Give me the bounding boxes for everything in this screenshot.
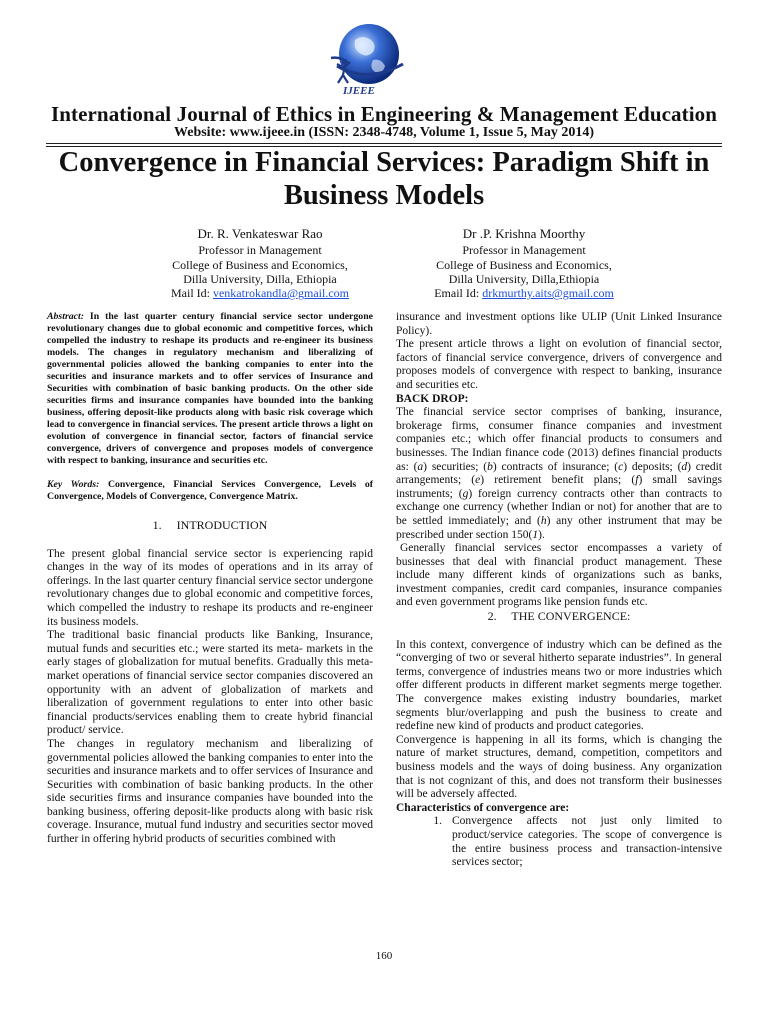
author-name: Dr .P. Krishna Moorthy xyxy=(462,226,586,241)
author-email-link[interactable]: drkmurthy.aits@gmail.com xyxy=(482,286,614,301)
item-letter: d xyxy=(681,460,688,473)
keywords xyxy=(47,479,373,503)
section-heading-convergence: 2. THE CONVERGENCE: xyxy=(487,609,631,624)
item-text: ) retirement benefit plans; ( xyxy=(480,474,636,487)
item-letter: f xyxy=(635,474,639,487)
left-column xyxy=(47,311,373,847)
author-position: Professor in Management xyxy=(198,243,322,258)
author-email-link[interactable]: venkatrokandla@gmail.com xyxy=(212,286,349,301)
author-block-2 xyxy=(374,227,674,300)
page-number: 160 xyxy=(375,950,393,962)
section-heading-backdrop: BACK DROP: xyxy=(396,392,469,405)
backdrop-text: The financial service sector comprises of banking, insurance, brokerage firms, consumer finance companies and investment companies etc.; which offer financial products to consumers and businesses. The Indian finance code (2013) defines financial products as: ( xyxy=(396,406,722,473)
item-letter: c xyxy=(618,460,624,473)
item-text: ) credit arrangements; ( xyxy=(396,460,722,487)
author-block-1 xyxy=(110,227,410,300)
paragraph: Convergence is happening in all its forms, which is changing the nature of market structures, demand, competition, competitors and business models and the ways of doing business. Any organization that is not cognizant of this, and does not transform their businesses will be adversely affected. xyxy=(396,733,722,801)
list-text: Convergence affects not just only limited to product/service categories. The scope of convergence is the entire business process and transaction-intensive services sector; xyxy=(452,815,722,869)
keywords-text: Convergence, Financial Services Convergence, Levels of Convergence, Models of Convergence, Convergence Matrix. xyxy=(47,479,373,502)
mail-label: Email Id: xyxy=(434,286,483,301)
item-letter: 1 xyxy=(532,528,539,541)
item-text: ) contracts of insurance; ( xyxy=(492,460,619,473)
item-text: ) small savings instruments; ( xyxy=(396,474,723,500)
abstract xyxy=(47,311,373,467)
intro-paragraph: The changes in regulatory mechanism and liberalizing of governmental policies allowed the banking companies to enter into the securities and insurance markets and to offer services of Insurance and Securities with combination of basic banking products. In the other side securities firms and insurance companies have bounded into the banking business, offering deposit-like products along with basic risk coverage. Insurance, mutual fund industry and securities sector moved further in offering hybrid products of securities combined with xyxy=(47,737,373,846)
paragraph: The present article throws a light on evolution of financial sector, factors of financial service convergence, drivers of convergence and proposes models of convergence with respect to banking, insurance and securities etc. xyxy=(396,338,722,391)
item-letter: g xyxy=(462,487,469,500)
header-rule xyxy=(46,143,722,144)
author-mail xyxy=(374,286,674,300)
item-letter: e xyxy=(475,474,481,487)
author-mail xyxy=(110,286,410,300)
abstract-text: In the last quarter century financial service sector undergone revolutionary changes due to global economic and competitive forces, which compelled the industry to reshape its products and re-engineer its business models. The changes in regulatory mechanism and liberalizing of governmental policies allowed the banking companies to enter into the securities and insurance markets and to offer services of Insurance and Securities with combination of basic banking products. On the other side securities firms and insurance companies have bounded into the banking business, offering deposit-like products along with basic risk coverage which lead to convergence in financial services. The present article throws a light on evolution of convergence in financial sector, factors of financial service convergence, drivers of convergence and proposes models of convergence with respect to banking, insurance and securities etc. xyxy=(47,311,373,466)
list-item xyxy=(396,815,722,869)
author-position: Professor in Management xyxy=(462,243,586,258)
author-college: College of Business and Economics, xyxy=(172,257,348,272)
item-text: ) securities; ( xyxy=(423,460,488,473)
characteristics-heading: Characteristics of convergence are: xyxy=(396,801,570,814)
keywords-label: Key Words: xyxy=(47,479,100,490)
journal-subtitle: Website: www.ijeee.in (ISSN: 2348-4748, Volume 1, Issue 5, May 2014) xyxy=(174,125,594,140)
intro-paragraph: The present global financial service sector is experiencing rapid changes in the way of its modes of operations and in its array of offerings. In the last quarter century financial service sector undergone revolutionary changes due to global economic and competitive forces, which compelled the industry to reshape its products and re-engineer its business models. xyxy=(47,547,373,628)
author-college: College of Business and Economics, xyxy=(436,257,612,272)
item-text: ). xyxy=(538,528,545,541)
list-number: 1. xyxy=(433,815,442,828)
paragraph: Generally financial services sector encompasses a variety of businesses that deal with financial product management. These include many different kinds of organizations such as banks, investment companies, credit card companies, insurance companies and even government programs like pension funds etc. xyxy=(396,542,722,609)
author-university: Dilla University, Dilla,Ethiopia xyxy=(448,271,600,286)
item-text: ) foreign currency contracts other than contracts to exchange one currency (whether Indian or not) for another that are to be settled immediately; and ( xyxy=(396,487,722,527)
backdrop-paragraph xyxy=(396,406,722,542)
paragraph: In this context, convergence of industry which can be defined as the “converging of two or several hitherto separate industries”. In general terms, convergence of industries means two or more industries which offer different products in different market segments merge together. The convergence makes existing industry boundaries, market segments blur/overlapping and push the business to create and redefine new kind of products and product categories. xyxy=(396,638,722,733)
item-text: ) deposits; ( xyxy=(623,460,682,473)
right-column xyxy=(396,311,722,870)
section-heading-introduction: 1. INTRODUCTION xyxy=(152,518,268,532)
item-letter: a xyxy=(417,460,424,473)
paper-title: Convergence in Financial Services: Paradigm Shift in Business Models xyxy=(58,147,710,211)
item-letter: b xyxy=(487,460,493,473)
item-letter: h xyxy=(540,514,547,527)
author-name: Dr. R. Venkateswar Rao xyxy=(197,226,323,241)
continued-paragraph: insurance and investment options like ULIP (Unit Linked Insurance Policy). xyxy=(396,311,722,337)
author-university: Dilla University, Dilla, Ethiopia xyxy=(183,271,337,286)
intro-paragraph: The traditional basic financial products like Banking, Insurance, mutual funds and securities etc.; were started its meta- markets in the early stages of globalization for mutual benefits. Gradually this meta- market operations of financial service sector companies discovered an opportunity with an advent of globalization of markets and liberalization of government regulations to enter into other basic financial products/services enabling them to create hybrid financial product/ service. xyxy=(47,629,373,737)
abstract-label: Abstract: xyxy=(47,311,85,322)
item-text: ) any other instrument that may be prescribed under section 150( xyxy=(396,514,722,541)
logo-text: IJEEE xyxy=(343,85,375,97)
journal-title: International Journal of Ethics in Engineering & Management Education xyxy=(50,102,718,126)
mail-label: Mail Id: xyxy=(170,286,213,301)
